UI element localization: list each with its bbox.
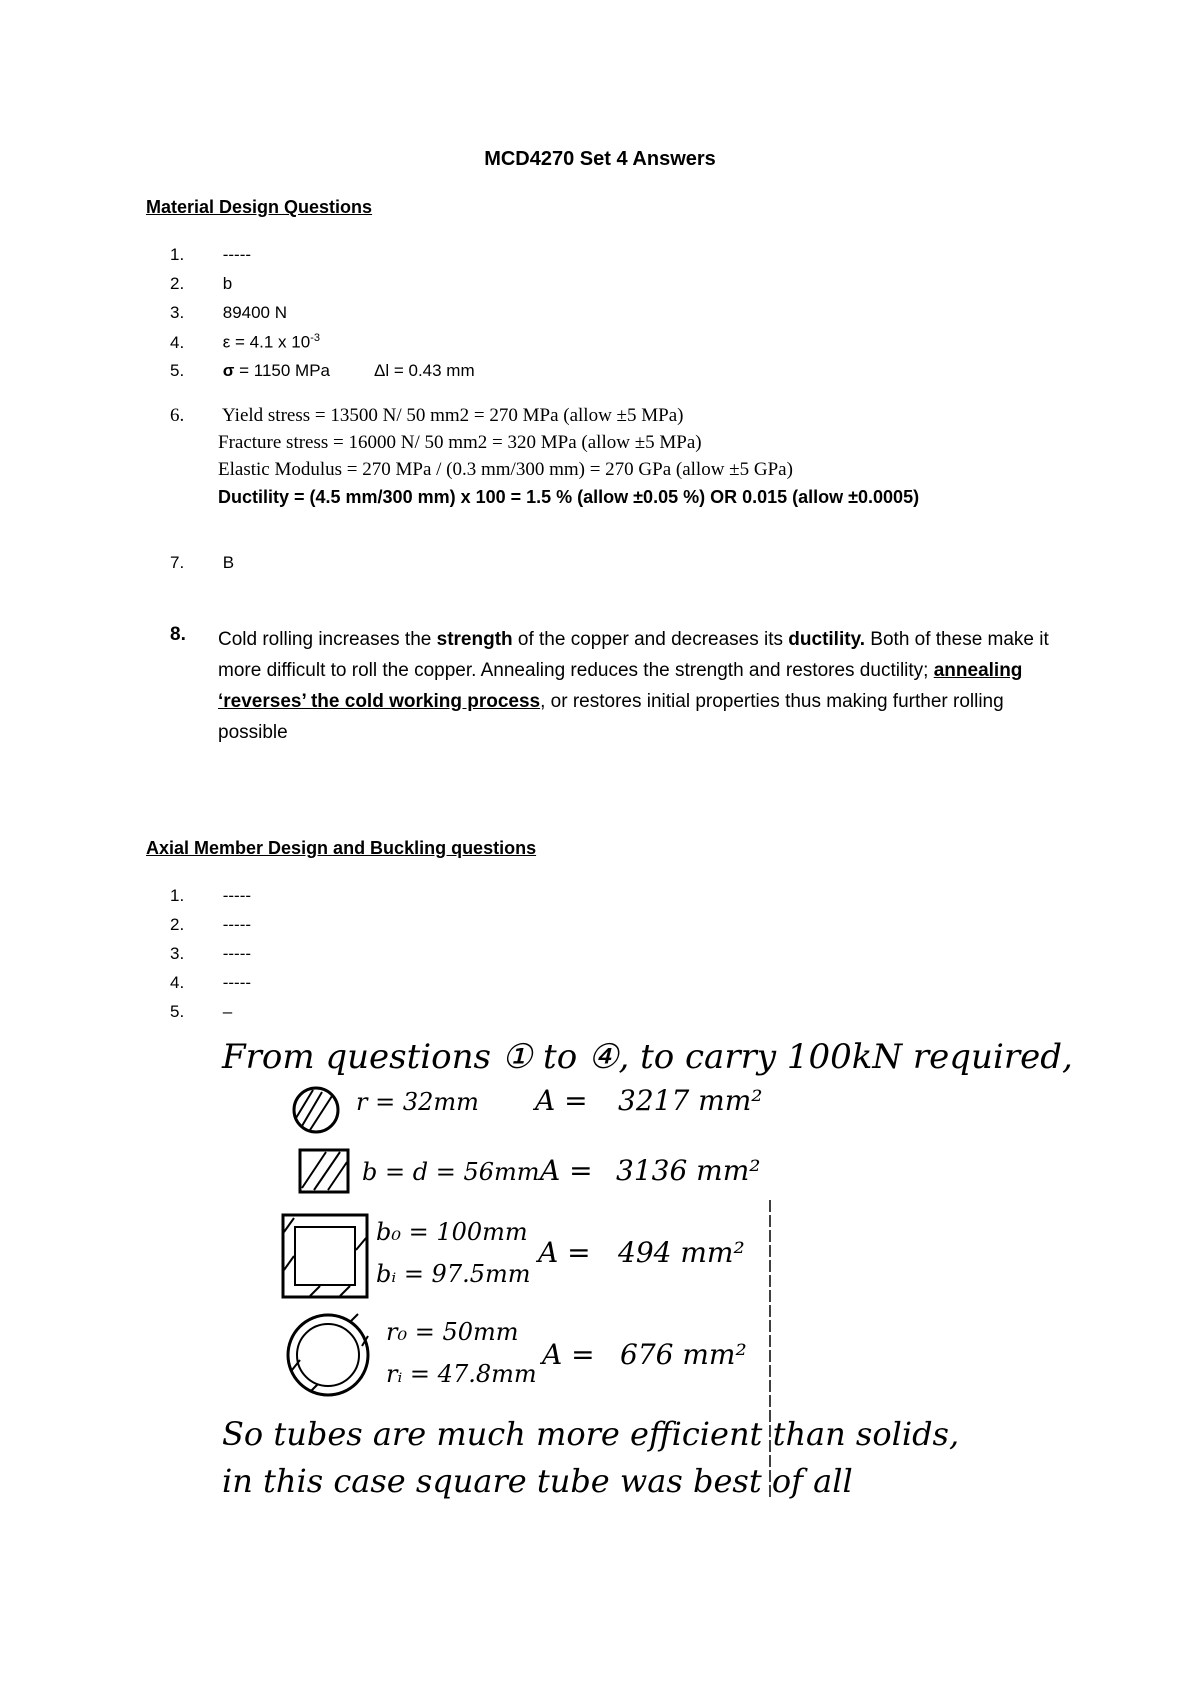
answer-text: , or restores initial properties thus making further rolling possible [218,691,1004,743]
elastic-modulus-line: Elastic Modulus = 270 MPa / (0.3 mm/300 mm) = 270 GPa (allow ±5 GPa) [218,459,793,480]
item-number: 4. [170,973,185,992]
answer-text: of the copper and decreases its [512,629,789,650]
solid-square-dimension: b = d = 56mm [362,1158,540,1186]
round-tube-area-label: A = [542,1338,595,1371]
section-heading-axial-member: Axial Member Design and Buckling questions [146,838,537,858]
item-number: 5. [170,1002,185,1021]
handwritten-conclusion-line1: So tubes are much more efficient than solids, [222,1415,960,1453]
item-answer: 89400 N [222,303,288,322]
emphasis-strength: strength [436,629,513,650]
round-tube-area-value: 676 mm² [620,1338,747,1371]
solid-square-area-value: 3136 mm² [616,1154,761,1187]
emphasis-ductility: ductility. [788,629,866,650]
item-answer: ----- [222,973,252,992]
solid-circle-section-icon [294,1088,338,1132]
square-tube-section-icon [283,1215,367,1297]
fracture-stress-line: Fracture stress = 16000 N/ 50 mm2 = 320 MPa (allow ±5 MPa) [218,432,702,453]
elongation-value: Δl = 0.43 mm [373,361,475,380]
solid-square-area-label: A = [540,1154,593,1187]
item-number: 8. [170,624,186,645]
item-number: 3. [170,303,185,322]
item-number: 5. [170,361,185,380]
item-answer: ----- [222,944,252,963]
item-number: 6. [170,405,185,426]
solid-circle-dimension: r = 32mm [356,1088,479,1116]
item-number: 4. [170,332,185,352]
item-number: 1. [170,886,185,905]
section-heading-material-design: Material Design Questions [146,197,373,217]
answer-text: Both of these make it more difficult to roll the copper. Annealing reduces the strength and restores ductility; [218,629,1049,681]
item-answer: ----- [222,245,252,264]
page-title: MCD4270 Set 4 Answers [484,148,716,170]
square-tube-inner-dimension: bᵢ = 97.5mm [376,1260,531,1288]
item-answer: ----- [222,886,252,905]
answer-text: Cold rolling increases the [218,629,437,650]
square-tube-area-label: A = [538,1236,591,1269]
strain-exponent: -3 [310,332,320,344]
item-number: 1. [170,245,185,264]
item-number: 2. [170,274,185,293]
round-tube-section-icon [288,1314,368,1395]
yield-stress-line: Yield stress = 13500 N/ 50 mm2 = 270 MPa (allow ±5 MPa) [222,405,684,426]
round-tube-outer-dimension: r₀ = 50mm [386,1318,519,1346]
solid-circle-area-value: 3217 mm² [618,1084,763,1117]
handwritten-conclusion-line2: in this case square tube was best of all [222,1462,853,1500]
solid-square-section-icon [300,1150,348,1192]
square-tube-outer-dimension: b₀ = 100mm [376,1218,528,1246]
stress-value: = 1150 MPa [234,361,330,380]
item-number: 2. [170,915,185,934]
item-answer: – [222,1002,233,1021]
strain-text: ε = 4.1 x 10 [222,332,311,352]
item-answer: b [222,274,233,293]
sigma-symbol: σ [222,361,235,380]
round-tube-inner-dimension: rᵢ = 47.8mm [386,1360,537,1388]
solid-circle-area-label: A = [535,1084,588,1117]
item-answer: B [222,553,235,572]
item-number: 7. [170,553,185,572]
ductility-line: Ductility = (4.5 mm/300 mm) x 100 = 1.5 % (allow ±0.05 %) OR 0.015 (allow ±0.0005) [218,487,920,507]
item-answer: ----- [222,915,252,934]
item-number: 3. [170,944,185,963]
emphasis-annealing: annealing ‘reverses’ the cold working process [218,660,1023,712]
handwritten-intro: From questions ① to ④, to carry 100kN required, [222,1037,1073,1077]
square-tube-area-value: 494 mm² [618,1236,745,1269]
